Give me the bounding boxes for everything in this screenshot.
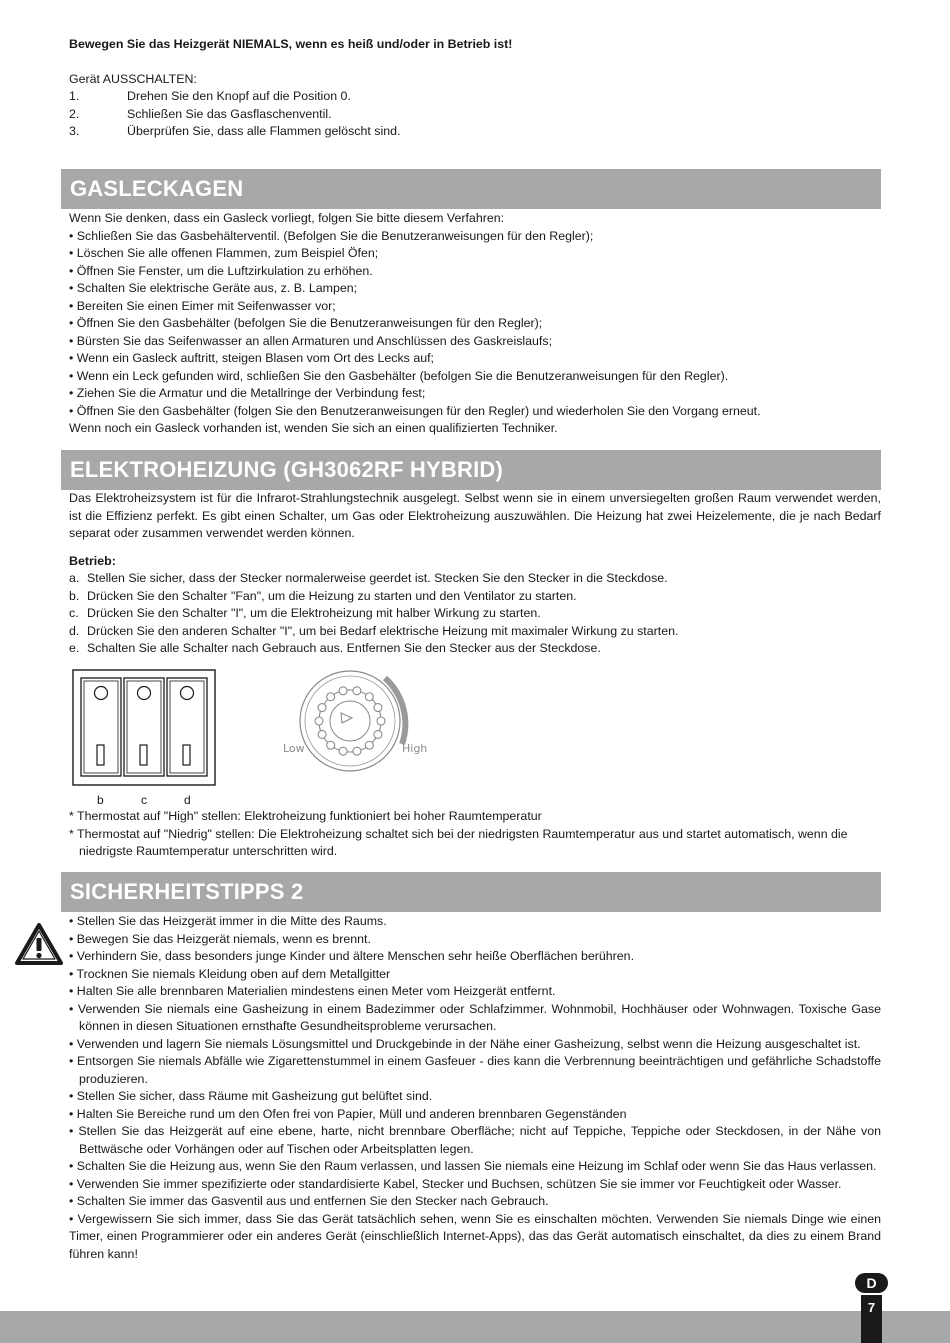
step-item: 3. Überprüfen Sie, dass alle Flammen gelöscht sind. [69,124,401,138]
electric-heating-section [69,490,881,658]
list-item: • Vergewissern Sie sich immer, dass Sie das Gerät tatsächlich sehen, wenn Sie es einschalten möchten. Verwenden Sie niemals Dinge wie einen Timer, einen Programmierer oder ein anderes Gerät (einschließlich Internet-Apps), das das Gerät automatisch einschaltet, da dies zu einem Brand führen kann! [69,1211,881,1261]
list-item: • Schalten Sie immer das Gasventil aus und entfernen Sie den Stecker nach Gebrauch. [69,1194,549,1208]
thermostat-notes [69,808,881,861]
knob-low-label: Low [283,742,305,755]
list-item: • Bürsten Sie das Seifenwasser an allen Armaturen und Anschlüssen des Gaskreislaufs; [69,333,553,348]
list-item: • Löschen Sie alle offenen Flammen, zum Beispiel Öfen; [69,246,379,260]
list-item: b. Drücken Sie den Schalter "Fan", um die Heizung zu starten und den Ventilator zu starten. [69,588,577,603]
safety-tips-heading: SICHERHEITSTIPPS 2 [61,872,881,912]
move-warning: Bewegen Sie das Heizgerät NIEMALS, wenn es heiß und/oder in Betrieb ist! [69,37,513,51]
electric-heating-heading: ELEKTROHEIZUNG (GH3062RF HYBRID) [61,450,881,490]
operation-title: Betrieb: [69,553,116,568]
switch-d [167,678,207,776]
gas-leak-section [69,210,881,438]
list-item: • Öffnen Sie den Gasbehälter (folgen Sie den Benutzeranweisungen für den Regler) und wiederholen Sie den Vorgang erneut. [69,403,761,418]
warning-triangle-icon [14,922,64,966]
list-item: • Schließen Sie das Gasbehälterventil. (Befolgen Sie die Benutzeranweisungen für den Regler); [69,228,594,243]
step-item: 2. Schließen Sie das Gasflaschenventil. [69,106,332,121]
switch-panel-illustration [72,669,217,787]
note-item: * Thermostat auf "Niedrig" stellen: Die Elektroheizung schaltet sich bei der niedrigsten Raumtemperatur aus und startet automatisch, wenn die niedrigste Raumtemperatur unterschritten wird. [69,826,848,858]
list-item: • Wenn ein Leck gefunden wird, schließen Sie den Gasbehälter (befolgen Sie die Benutzeranweisungen für den Regler). [69,368,729,383]
list-item: • Entsorgen Sie niemals Abfälle wie Zigarettenstummel in einem Gasfeuer - dies kann die Verbrennung beeinträchtigen und gefährliche Schadstoffe produzieren. [69,1054,881,1086]
language-badge: D [855,1273,888,1293]
off-steps [69,88,881,141]
list-item: • Stellen Sie sicher, dass Räume mit Gasheizung gut belüftet sind. [69,1089,433,1103]
list-item: • Halten Sie Bereiche rund um den Ofen frei von Papier, Müll und anderen brennbaren Gegenständen [69,1106,627,1121]
switch-c [124,678,164,776]
gas-closing: Wenn noch ein Gasleck vorhanden ist, wenden Sie sich an einen qualifizierten Techniker. [69,421,558,435]
list-item: • Halten Sie alle brennbaren Materialien mindestens einen Meter vom Heizgerät entfernt. [69,984,556,998]
list-item: a. Stellen Sie sicher, dass der Stecker normalerweise geerdet ist. Stecken Sie den Stecker in die Steckdose. [69,571,668,585]
list-item: d. Drücken Sie den anderen Schalter "I", um bei Bedarf elektrische Heizung mit maximaler Wirkung zu starten. [69,623,679,638]
switch-label-c: c [141,793,147,807]
thermostat-knob-illustration [280,666,440,778]
electric-description: Das Elektroheizsystem ist für die Infrarot-Strahlungstechnik ausgelegt. Selbst wenn sie in einem unversiegelten großen Raum verwendet werden, ist die Effizienz perfekt. Es gibt einen Schalter, um Gas oder Elektroheizung auszuwählen. Die Heizung hat zwei Heizelemente, die je nach Bedarf separat oder zusammen verwendet werden können. [69,491,881,540]
gas-lead: Wenn Sie denken, dass ein Gasleck vorliegt, folgen Sie bitte diesem Verfahren: [69,211,505,225]
safety-tips-section [69,913,881,1263]
note-item: * Thermostat auf "High" stellen: Elektroheizung funktioniert bei hoher Raumtemperatur [69,809,542,823]
list-item: e. Schalten Sie alle Schalter nach Gebrauch aus. Entfernen Sie den Stecker aus der Steckdose. [69,641,601,655]
list-item: • Öffnen Sie Fenster, um die Luftzirkulation zu erhöhen. [69,263,373,278]
switch-b [81,678,121,776]
gas-leak-heading: GASLECKAGEN [61,169,881,209]
list-item: • Schalten Sie die Heizung aus, wenn Sie den Raum verlassen, und lassen Sie niemals eine Heizung im Schlaf oder wenn Sie das Haus verlassen. [69,1159,877,1173]
list-item: • Verhindern Sie, dass besonders junge Kinder und ältere Menschen sehr heiße Oberflächen berühren. [69,949,635,963]
list-item: • Trocknen Sie niemals Kleidung oben auf dem Metallgitter [69,966,391,981]
list-item: • Verwenden Sie immer spezifizierte oder standardisierte Kabel, Stecker und Buchsen, schützen Sie sie immer vor Feuchtigkeit oder Wasser. [69,1176,842,1191]
list-item: • Öffnen Sie den Gasbehälter (befolgen Sie die Benutzeranweisungen für den Regler); [69,316,543,330]
operation-list [69,570,881,658]
list-item: • Schalten Sie elektrische Geräte aus, z. B. Lampen; [69,281,358,295]
knob-high-label: High [402,742,428,755]
list-item: • Bewegen Sie das Heizgerät niemals, wenn es brennt. [69,931,371,946]
list-item: • Ziehen Sie die Armatur und die Metallringe der Verbindung fest; [69,386,426,400]
list-item: • Verwenden Sie niemals eine Gasheizung in einem Badezimmer oder Schlafzimmer. Wohnmobil, Hochhäuser oder Wohnwagen. Toxische Gase können in diesen Situationen ernsthafte Gesundheitsprobleme verursachen. [69,1001,881,1033]
list-item: • Stellen Sie das Heizgerät immer in die Mitte des Raums. [69,914,387,928]
list-item: • Bereiten Sie einen Eimer mit Seifenwasser vor; [69,298,336,313]
footer-bar [0,1311,950,1343]
list-item: c. Drücken Sie den Schalter "I", um die Elektroheizung mit halber Wirkung zu starten. [69,606,541,620]
step-item: 1. Drehen Sie den Knopf auf die Position 0. [69,89,351,103]
list-item: • Stellen Sie das Heizgerät auf eine ebene, harte, nicht brennbare Oberfläche; nicht auf Teppiche, Teppiche oder Steckdosen, in der Nähe von Bettwäsche oder Vorhängen oder auf Tischen oder Arbeitsplatten legen. [69,1124,881,1156]
list-item: • Wenn ein Gasleck auftritt, steigen Blasen vom Ort des Lecks auf; [69,351,434,365]
page-number: 7 [861,1295,882,1343]
list-item: • Verwenden und lagern Sie niemals Lösungsmittel und Druckgebinde in der Nähe einer Gasheizung, selbst wenn die Heizung ausgeschaltet ist. [69,1036,861,1051]
intro-section [69,36,881,141]
switch-label-d: d [184,793,191,807]
switch-label-b: b [97,793,104,807]
off-title: Gerät AUSSCHALTEN: [69,71,197,86]
